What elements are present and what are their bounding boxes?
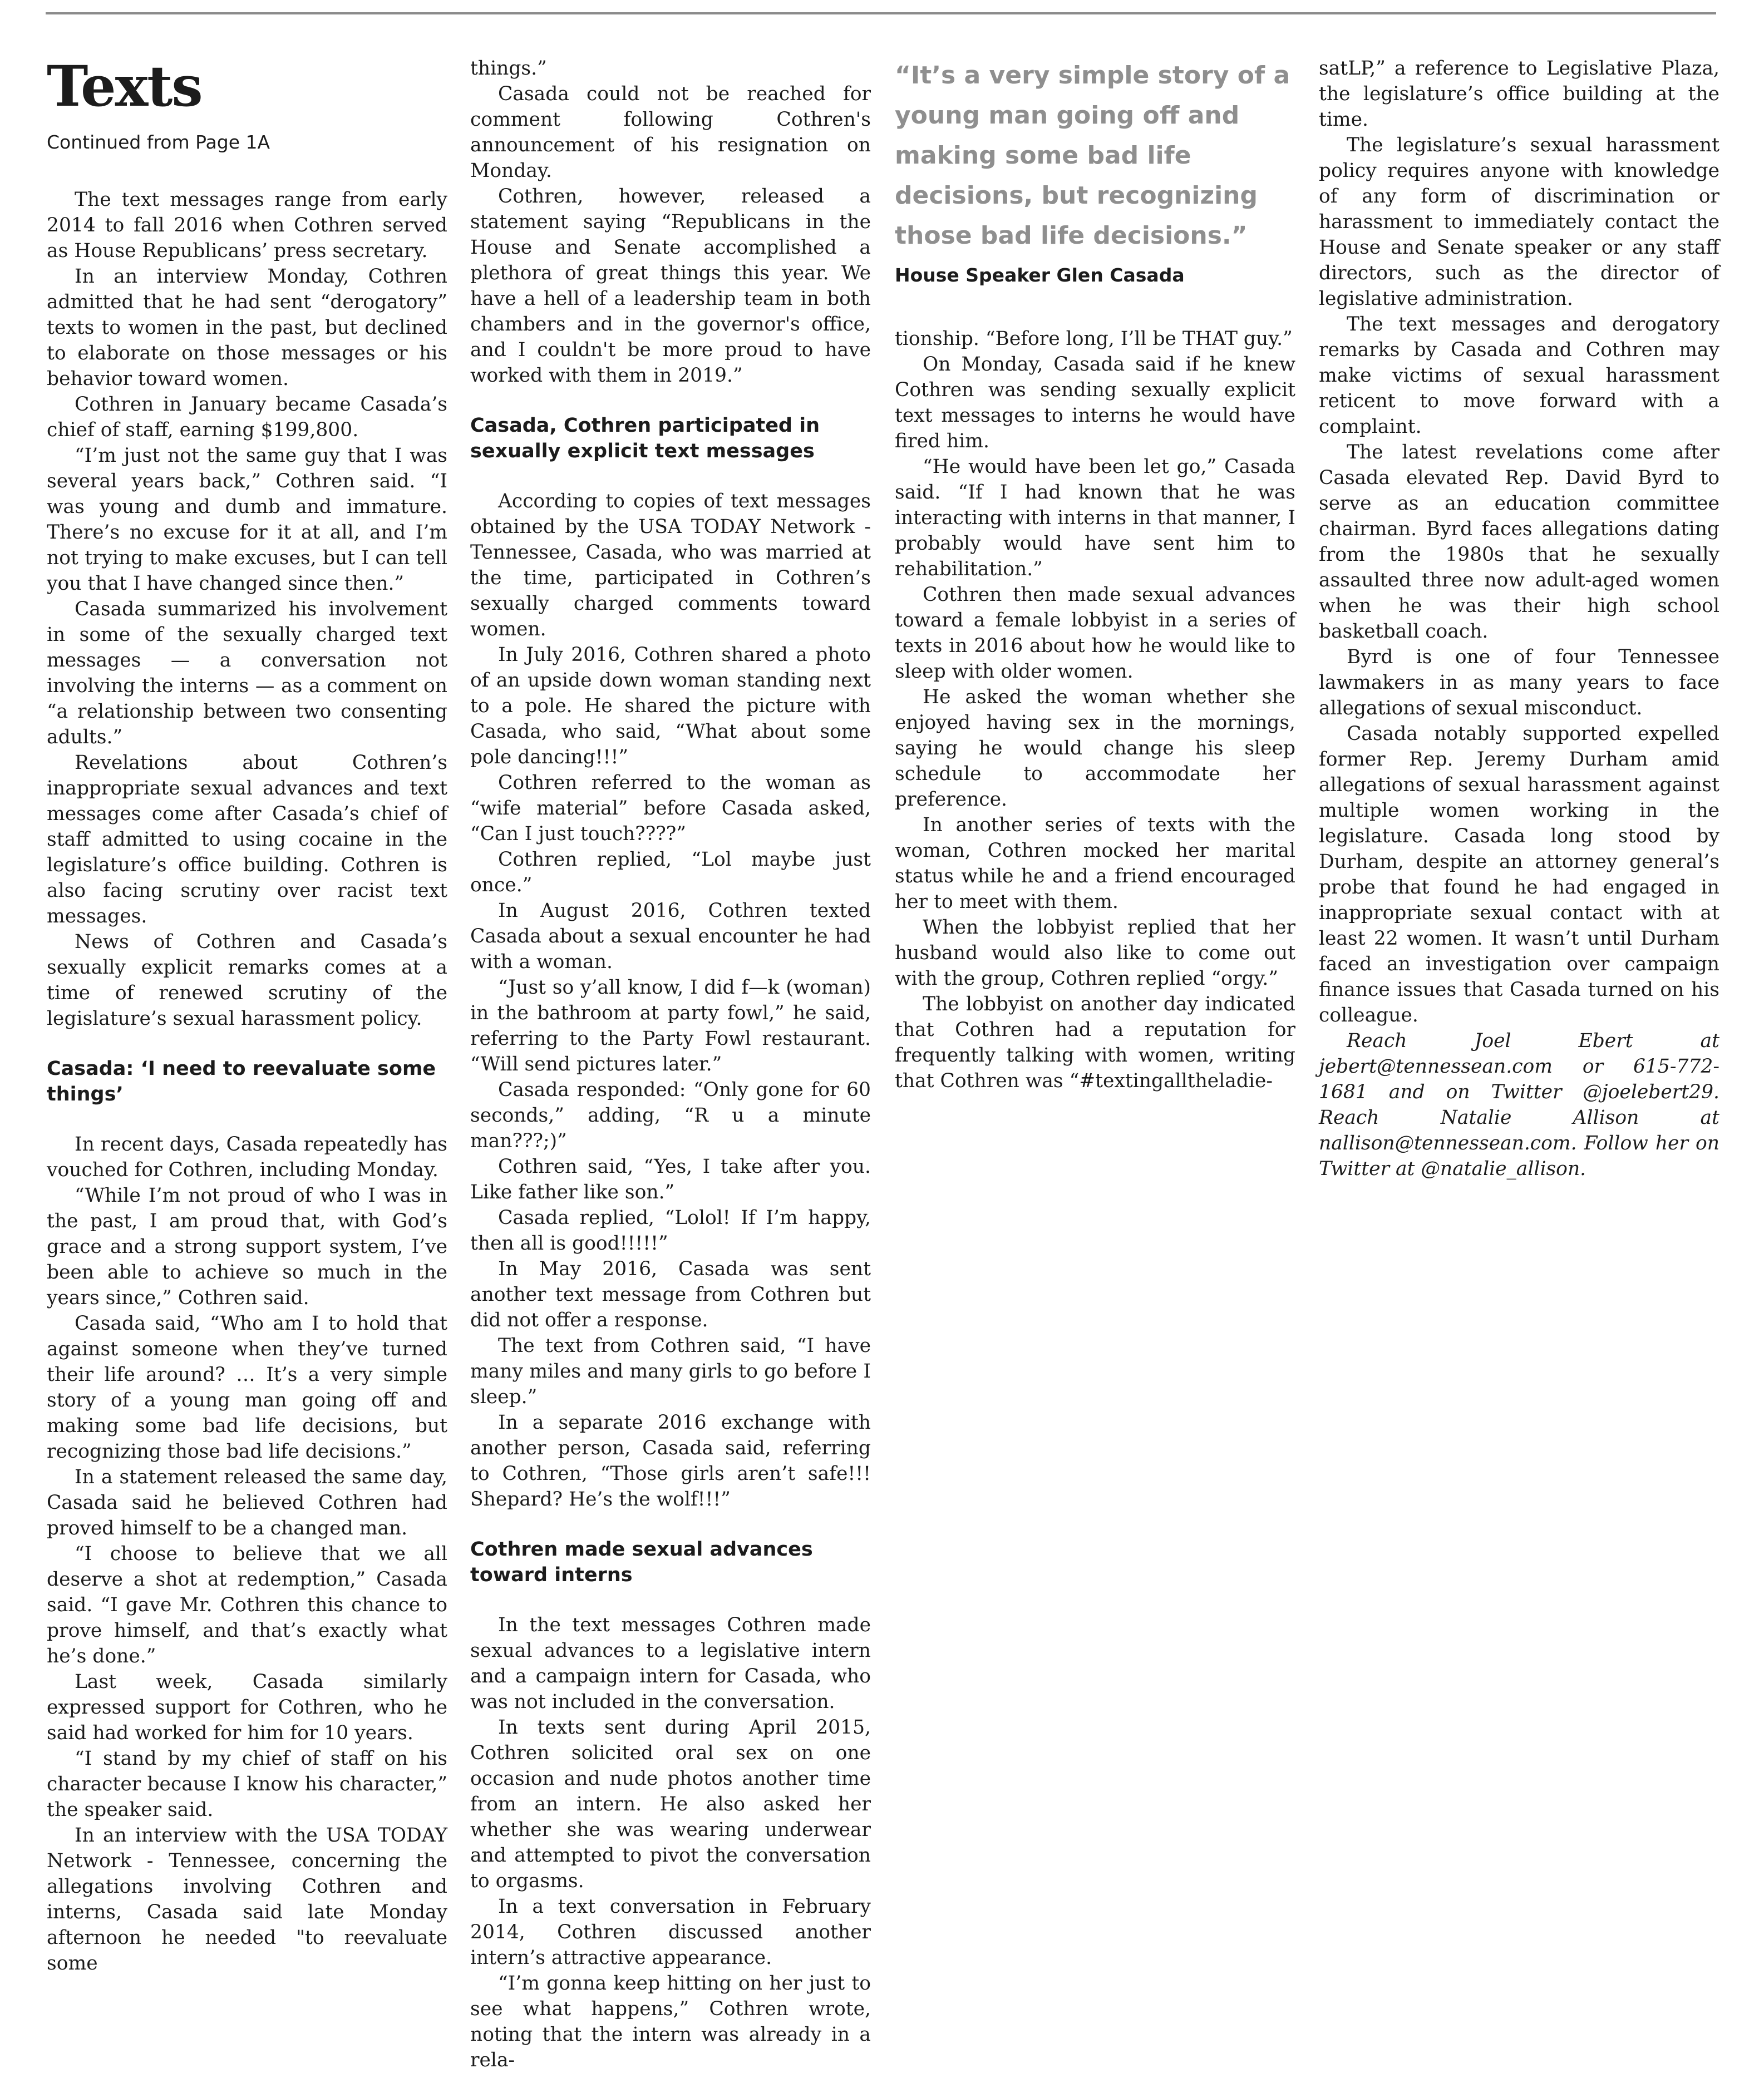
column-2	[470, 56, 871, 2073]
paragraph: “I stand by my chief of staff on his character because I know his character,” the speaker said.	[47, 1748, 447, 1821]
paragraph: Casada summarized his involvement in some of the sexually charged text messages — a conversation not involving the interns — as a comment on “a relationship between two consenting adults.”	[47, 598, 447, 748]
pull-quote-attribution: House Speaker Glen Casada	[895, 264, 1185, 286]
top-rule	[46, 12, 1716, 14]
paragraph: “I’m gonna keep hitting on her just to see what happens,” Cothren wrote, noting that the intern was already in a rela-	[470, 1972, 871, 2071]
paragraph: Casada said, “Who am I to hold that against someone when they’ve turned their life around? … It’s a very simple story of a young man going off and making some bad life decisions, but recognizing those bad life decisions.”	[47, 1312, 447, 1463]
subhead-casada-reevaluate: Casada: ‘I need to reevaluate some things’	[47, 1058, 436, 1105]
paragraph: Cothren replied, “Lol maybe just once.”	[470, 848, 871, 896]
paragraph: Casada could not be reached for comment following Cothren's announcement of his resignation on Monday.	[470, 83, 871, 182]
paragraph: “He would have been let go,” Casada said. “If I had known that he was interacting with interns in that manner, I probably would have sent him to rehabilitation.”	[895, 456, 1295, 580]
paragraph: Last week, Casada similarly expressed support for Cothren, who he said had worked for him for 10 years.	[47, 1671, 447, 1744]
paragraph: Cothren then made sexual advances toward a female lobbyist in a series of texts in 2016 about how he would like to sleep with older women.	[895, 584, 1295, 683]
continued-line: Continued from Page 1A	[47, 131, 270, 153]
paragraph: The text messages range from early 2014 to fall 2016 when Cothren served as House Republicans’ press secretary.	[47, 189, 447, 262]
paragraph: In August 2016, Cothren texted Casada about a sexual encounter he had with a woman.	[470, 900, 871, 973]
subhead-advances-interns: Cothren made sexual advances toward interns	[470, 1538, 813, 1586]
paragraph: The lobbyist on another day indicated that Cothren had a reputation for frequently talking with women, writing that Cothren was “#textingalltheladie-	[895, 993, 1295, 1092]
paragraph: The text from Cothren said, “I have many miles and many girls to go before I sleep.”	[470, 1335, 871, 1408]
paragraph: Revelations about Cothren’s inappropriate sexual advances and text messages come after Casada’s chief of staff admitted to using cocaine in the legislature’s office building. Cothren is also facing scrutiny over racist text messages.	[47, 752, 447, 927]
paragraph-continued: tionship. “Before long, I’ll be THAT guy.”	[895, 328, 1293, 350]
paragraph: Cothren referred to the woman as “wife material” before Casada asked, “Can I just touch????”	[470, 772, 871, 845]
paragraph: In the text messages Cothren made sexual advances to a legislative intern and a campaign intern for Casada, who was not included in the conversation.	[470, 1614, 871, 1713]
column-1	[47, 53, 447, 1976]
paragraph: Casada responded: “Only gone for 60 seconds,” adding, “R u a minute man???;)”	[470, 1079, 871, 1152]
paragraph: In an interview with the USA TODAY Network - Tennessee, concerning the allegations involving Cothren and interns, Casada said late Monday afternoon he needed "to reevaluate some	[47, 1824, 447, 1975]
paragraph: In a separate 2016 exchange with another person, Casada said, referring to Cothren, “Those girls aren’t safe!!! Shepard? He’s the wolf!!!”	[470, 1411, 871, 1511]
paragraph: Cothren in January became Casada’s chief of staff, earning $199,800.	[47, 393, 447, 441]
paragraph-continued: satLP,” a reference to Legislative Plaza, the legislature’s office building at the time.	[1319, 57, 1719, 131]
paragraph: In a statement released the same day, Casada said he believed Cothren had proved himself to be a changed man.	[47, 1466, 447, 1539]
paragraph: The latest revelations come after Casada elevated Rep. David Byrd to serve as an education committee chairman. Byrd faces allegations dating from the 1980s that he sexually assaulted three now adult-aged women when he was their high school basketball coach.	[1319, 441, 1719, 643]
column-4	[1319, 56, 1719, 1182]
paragraph: Cothren, however, released a statement saying “Republicans in the House and Senate accomplished a plethora of great things this year. We have a hell of a leadership team in both chambers and in the governor's office, and I couldn't be more proud to have worked with them in 2019.”	[470, 185, 871, 387]
paragraph: “Just so y’all know, I did f—k (woman) in the bathroom at party fowl,” he said, referring to the Party Fowl restaurant. “Will send pictures later.”	[470, 976, 871, 1075]
paragraph: Casada replied, “Lolol! If I’m happy, then all is good!!!!!”	[470, 1207, 871, 1255]
paragraph: “I choose to believe that we all deserve a shot at redemption,” Casada said. “I gave Mr. Cothren this chance to prove himself, and that’s exactly what he’s done.”	[47, 1543, 447, 1667]
column-3	[895, 56, 1295, 1094]
paragraph: The text messages and derogatory remarks by Casada and Cothren may make victims of sexual harassment reticent to move forward with a complaint.	[1319, 313, 1719, 438]
author-signoff: Reach Joel Ebert at jebert@tennessean.com or 615-772-1681 and on Twitter @joelebert29. Reach Natalie Allison at nallison@tennessean.com. Follow her on Twitter at @natalie_allison.	[1319, 1030, 1719, 1180]
pull-quote: “It’s a very simple story of a young man going off and making some bad life decisions, but recognizing those bad life decisions.”	[895, 61, 1290, 250]
paragraph: When the lobbyist replied that her husband would also like to come out with the group, Cothren replied “orgy.”	[895, 916, 1295, 990]
paragraph: In recent days, Casada repeatedly has vouched for Cothren, including Monday.	[47, 1133, 447, 1181]
paragraph: According to copies of text messages obtained by the USA TODAY Network - Tennessee, Casada, who was married at the time, participated in Cothren’s sexually charged comments toward women.	[470, 490, 871, 640]
paragraph: News of Cothren and Casada’s sexually explicit remarks comes at a time of renewed scrutiny of the legislature’s sexual harassment policy.	[47, 931, 447, 1030]
paragraph: Casada notably supported expelled former Rep. Jeremy Durham amid allegations of sexual harassment against multiple women working in the legislature. Casada long stood by Durham, despite an attorney general’s probe that found he had engaged in inappropriate sexual contact with at least 22 women. It wasn’t until Durham faced an investigation over campaign finance issues that Casada turned on his colleague.	[1319, 723, 1719, 1026]
paragraph: In May 2016, Casada was sent another text message from Cothren but did not offer a response.	[470, 1258, 871, 1331]
paragraph: He asked the woman whether she enjoyed having sex in the mornings, saying he would change his sleep schedule to accommodate her preference.	[895, 686, 1295, 811]
paragraph: “While I’m not proud of who I was in the past, I am proud that, with God’s grace and a strong support system, I’ve been able to achieve so much in the years since,” Cothren said.	[47, 1184, 447, 1309]
paragraph: Byrd is one of four Tennessee lawmakers in as many years to face allegations of sexual misconduct.	[1319, 646, 1719, 719]
paragraph: In July 2016, Cothren shared a photo of an upside down woman standing next to a pole. He shared the picture with Casada, who said, “What about some pole dancing!!!”	[470, 644, 871, 768]
paragraph: In another series of texts with the woman, Cothren mocked her marital status while he and a friend encouraged her to meet with them.	[895, 814, 1295, 913]
paragraph: The legislature’s sexual harassment policy requires anyone with knowledge of any form of discrimination or harassment to immediately contact the House and Senate speaker or any staff directors, such as the director of legislative administration.	[1319, 134, 1719, 310]
paragraph: In texts sent during April 2015, Cothren solicited oral sex on one occasion and nude photos another time from an intern. He also asked her whether she was wearing underwear and attempted to pivot the conversation to orgasms.	[470, 1716, 871, 1892]
paragraph: On Monday, Casada said if he knew Cothren was sending sexually explicit text messages to interns he would have fired him.	[895, 353, 1295, 452]
paragraph: “I’m just not the same guy that I was several years back,” Cothren said. “I was young and dumb and immature. There’s no excuse for it at all, and I’m not trying to make excuses, but I can tell you that I have changed since then.”	[47, 445, 447, 595]
headline: Texts	[47, 53, 202, 119]
subhead-explicit-texts: Casada, Cothren participated in sexually explicit text messages	[470, 414, 820, 462]
paragraph: In an interview Monday, Cothren admitted that he had sent “derogatory” texts to women in the past, but declined to elaborate on those messages or his behavior toward women.	[47, 265, 447, 390]
paragraph-continued: things.”	[470, 57, 547, 80]
paragraph: In a text conversation in February 2014, Cothren discussed another intern’s attractive appearance.	[470, 1896, 871, 1969]
paragraph: Cothren said, “Yes, I take after you. Like father like son.”	[470, 1156, 871, 1203]
